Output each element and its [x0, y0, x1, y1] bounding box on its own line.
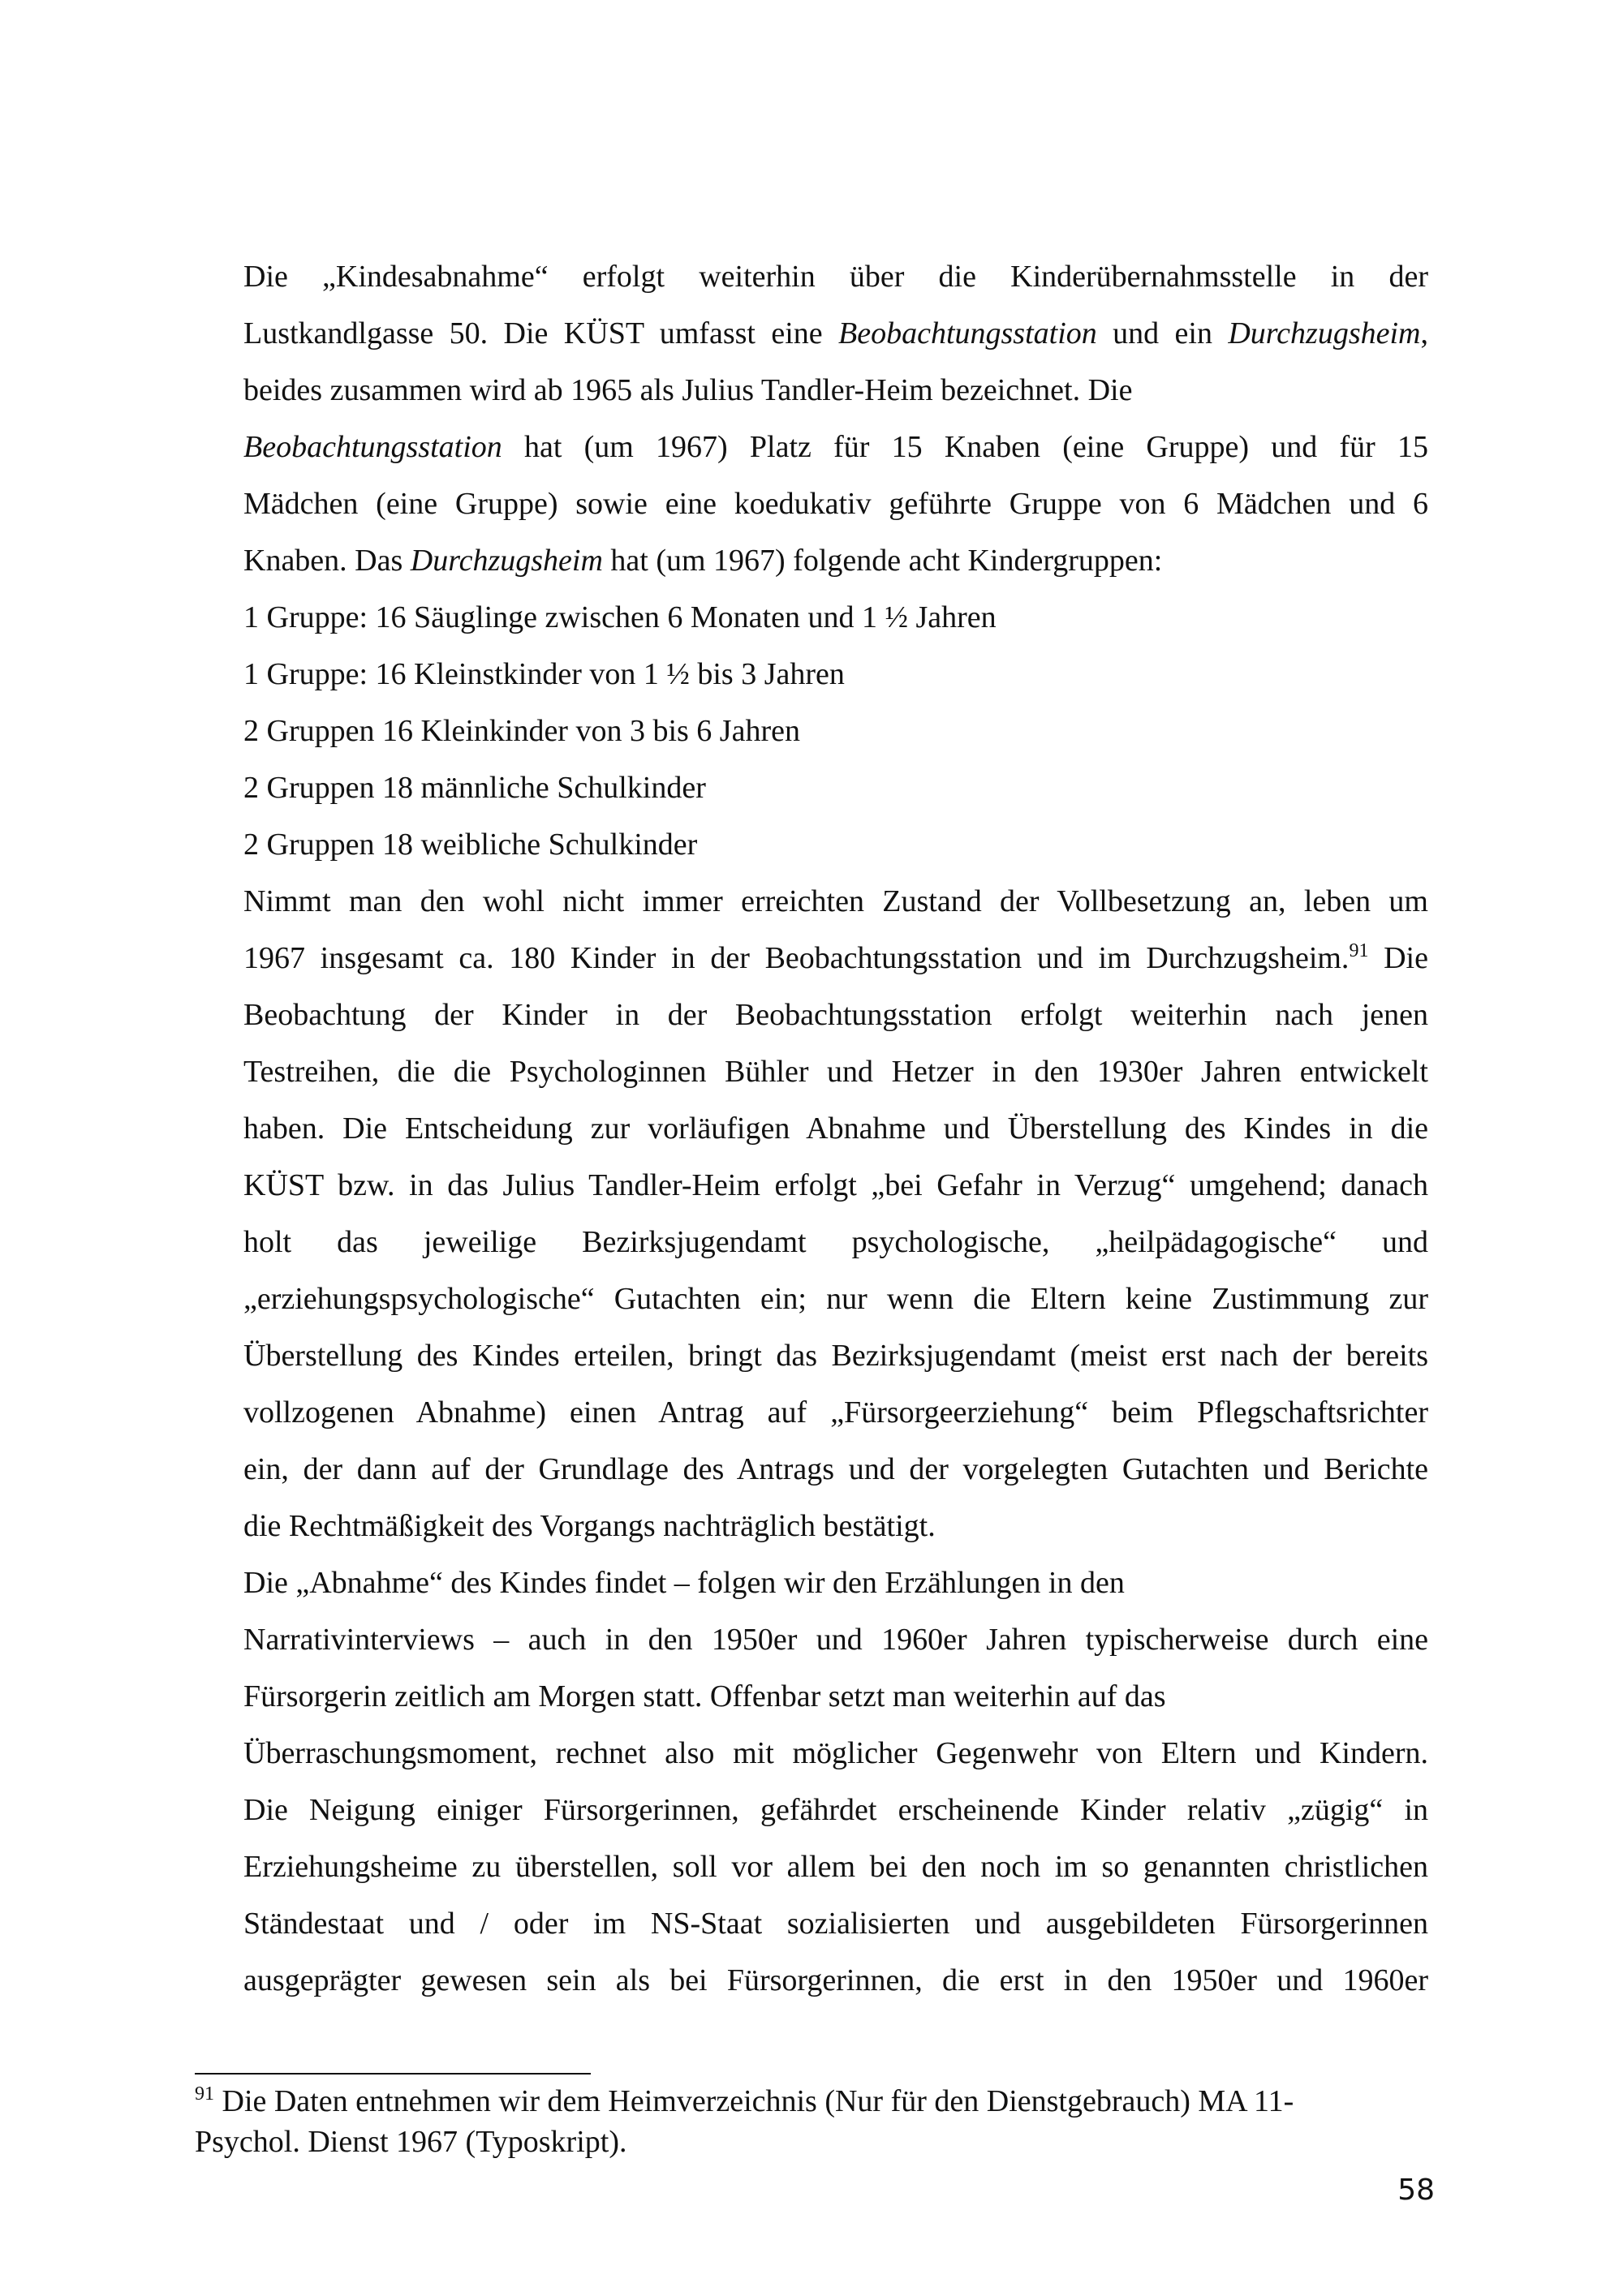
footnote-number: 91	[195, 2083, 214, 2105]
text-line: Ständestaat und / oder im NS-Staat sozialisierten und ausgebildeten Fürsorgerinnen	[243, 1907, 1428, 1941]
footnote-separator	[195, 2073, 591, 2075]
footnote	[195, 2081, 1428, 2162]
text-line: Lustkandlgasse 50. Die KÜST umfasst eine Beobachtungsstation und ein Durchzugsheim,	[243, 316, 1428, 350]
italic-term: Durchzugsheim	[1228, 316, 1421, 350]
list-item: 2 Gruppen 16 Kleinkinder von 3 bis 6 Jahren	[243, 714, 800, 748]
text-line: Narrativinterviews – auch in den 1950er und 1960er Jahren typischerweise durch eine	[243, 1623, 1428, 1657]
list-item: 2 Gruppen 18 männliche Schulkinder	[243, 771, 706, 805]
text-line: Knaben. Das Durchzugsheim hat (um 1967) folgende acht Kindergruppen:	[243, 544, 1163, 578]
text-line: Nimmt man den wohl nicht immer erreichten Zustand der Vollbesetzung an, leben um	[243, 884, 1428, 918]
text-line: KÜST bzw. in das Julius Tandler-Heim erfolgt „bei Gefahr in Verzug“ umgehend; danach	[243, 1168, 1428, 1202]
text-line: Die „Kindesabnahme“ erfolgt weiterhin über die Kinderübernahmsstelle in der	[243, 260, 1428, 294]
text-line: ausgeprägter gewesen sein als bei Fürsorgerinnen, die erst in den 1950er und 1960er	[243, 1963, 1428, 1997]
text-line: Fürsorgerin zeitlich am Morgen statt. Offenbar setzt man weiterhin auf das	[243, 1679, 1166, 1713]
text-line: Beobachtungsstation hat (um 1967) Platz für 15 Knaben (eine Gruppe) und für 15	[243, 430, 1428, 464]
text-line: Überstellung des Kindes erteilen, bringt das Bezirksjugendamt (meist erst nach der bereits	[243, 1339, 1428, 1373]
main-text	[243, 248, 1428, 2009]
list-item: 1 Gruppe: 16 Kleinstkinder von 1 ½ bis 3 Jahren	[243, 657, 845, 691]
footnote-line: $^{91}$ Die Daten entnehmen wir dem Heimverzeichnis (Nur für den Dienstgebrauch) MA 11-	[195, 2083, 1294, 2118]
text-line: Die Neigung einiger Fürsorgerinnen, gefährdet erscheinende Kinder relativ „zügig“ in	[243, 1793, 1428, 1827]
text-line: haben. Die Entscheidung zur vorläufigen Abnahme und Überstellung des Kindes in die	[243, 1111, 1428, 1146]
text-line: „erziehungspsychologische“ Gutachten ein; nur wenn die Eltern keine Zustimmung zur	[243, 1282, 1428, 1316]
text-line: Überraschungsmoment, rechnet also mit möglicher Gegenwehr von Eltern und Kindern.	[243, 1736, 1428, 1770]
footnote-reference[interactable]: 91	[1349, 940, 1369, 961]
text-line: Beobachtung der Kinder in der Beobachtungsstation erfolgt weiterhin nach jenen	[243, 998, 1428, 1032]
footnote-line: Psychol. Dienst 1967 (Typoskript).	[195, 2125, 627, 2159]
italic-term: Beobachtungsstation	[243, 430, 502, 464]
text-line: Die „Abnahme“ des Kindes findet – folgen wir den Erzählungen in den	[243, 1566, 1125, 1600]
text-line: Mädchen (eine Gruppe) sowie eine koedukativ geführte Gruppe von 6 Mädchen und 6	[243, 487, 1428, 521]
list-item: 1 Gruppe: 16 Säuglinge zwischen 6 Monaten und 1 ½ Jahren	[243, 600, 997, 634]
page-number: 58	[1397, 2173, 1435, 2207]
text-line: Testreihen, die die Psychologinnen Bühler und Hetzer in den 1930er Jahren entwickelt	[243, 1055, 1428, 1089]
text-line: beides zusammen wird ab 1965 als Julius Tandler-Heim bezeichnet. Die	[243, 373, 1133, 407]
text-line: vollzogenen Abnahme) einen Antrag auf „Fürsorgeerziehung“ beim Pflegschaftsrichter	[243, 1395, 1428, 1430]
list-item: 2 Gruppen 18 weibliche Schulkinder	[243, 828, 698, 862]
text-line: die Rechtmäßigkeit des Vorgangs nachträglich bestätigt.	[243, 1509, 936, 1543]
text-line: holt das jeweilige Bezirksjugendamt psychologische, „heilpädagogische“ und	[243, 1225, 1428, 1259]
italic-term: Beobachtungsstation	[838, 316, 1097, 350]
text-line: ein, der dann auf der Grundlage des Antrags und der vorgelegten Gutachten und Berichte	[243, 1452, 1428, 1486]
italic-term: Durchzugsheim	[410, 544, 603, 578]
text-line: Erziehungsheime zu überstellen, soll vor allem bei den noch im so genannten christlichen	[243, 1850, 1428, 1884]
text-line: 1967 insgesamt ca. 180 Kinder in der Beobachtungsstation und im Durchzugsheim.$^{91}$ Die	[243, 940, 1428, 975]
